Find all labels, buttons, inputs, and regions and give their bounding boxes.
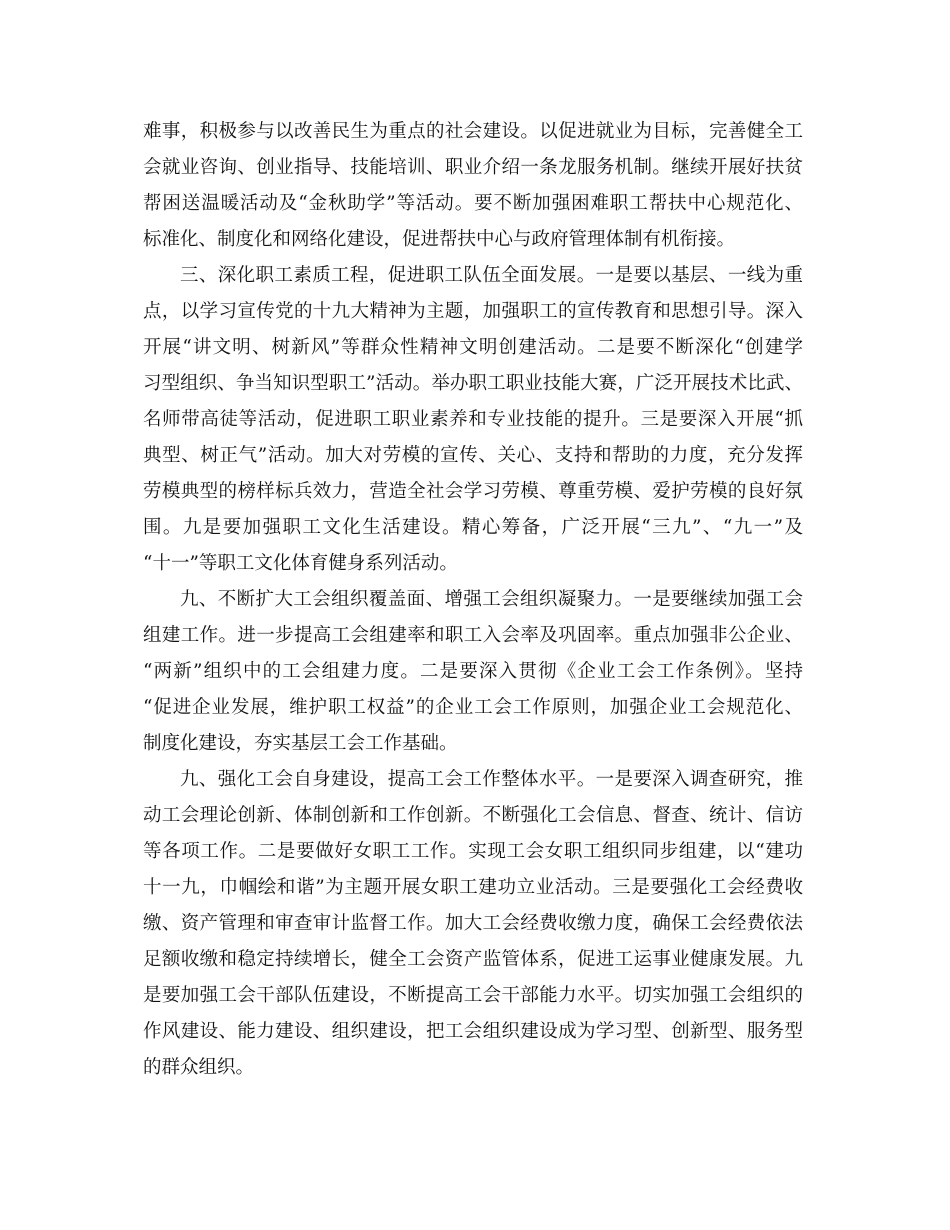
text-line: 九、不断扩大工会组织覆盖面、增强工会组织凝聚力。一是要继续加强工会 — [180, 589, 803, 610]
text-line: 围。九是要加强职工文化生活建设。精心筹备，广泛开展“三九”、“九一”及 — [143, 517, 803, 538]
text-line: 足额收缴和稳定持续增长，健全工会资产监管体系，促进工运事业健康发展。九 — [143, 949, 803, 970]
paragraph — [143, 582, 803, 762]
text-line: 帮困送温暖活动及“金秋助学”等活动。要不断加强困难职工帮扶中心规范化、 — [143, 193, 803, 214]
paragraph — [143, 114, 803, 258]
text-line: “促进企业发展，维护职工权益”的企业工会工作原则，加强企业工会规范化、 — [143, 697, 803, 718]
text-line: 九、强化工会自身建设，提高工会工作整体水平。一是要深入调查研究，推 — [180, 769, 803, 790]
text-line: 动工会理论创新、体制创新和工作创新。不断强化工会信息、督查、统计、信访 — [143, 805, 803, 826]
text-line: 开展“讲文明、树新风”等群众性精神文明创建活动。二是要不断深化“创建学 — [143, 337, 803, 358]
text-line: 劳模典型的榜样标兵效力，营造全社会学习劳模、尊重劳模、爱护劳模的良好氛 — [143, 481, 803, 502]
text-line: 典型、树正气”活动。加大对劳模的宣传、关心、支持和帮助的力度，充分发挥 — [143, 445, 803, 466]
text-line: “两新”组织中的工会组建力度。二是要深入贯彻《企业工会工作条例》。坚持 — [143, 661, 803, 682]
paragraph — [143, 258, 803, 582]
text-line: 三、深化职工素质工程，促进职工队伍全面发展。一是要以基层、一线为重 — [180, 265, 803, 286]
text-line: 的群众组织。 — [143, 1057, 255, 1078]
text-line: 名师带高徒等活动，促进职工职业素养和专业技能的提升。三是要深入开展“抓 — [143, 409, 803, 430]
text-line: “十一”等职工文化体育健身系列活动。 — [143, 553, 458, 574]
text-line: 是要加强工会干部队伍建设，不断提高工会干部能力水平。切实加强工会组织的 — [143, 985, 803, 1006]
text-line: 缴、资产管理和审查审计监督工作。加大工会经费收缴力度，确保工会经费依法 — [143, 913, 803, 934]
text-line: 标准化、制度化和网络化建设，促进帮扶中心与政府管理体制有机衔接。 — [143, 229, 736, 250]
text-line: 点，以学习宣传党的十九大精神为主题，加强职工的宣传教育和思想引导。深入 — [143, 301, 803, 322]
paragraph — [143, 762, 803, 1086]
text-line: 等各项工作。二是要做好女职工工作。实现工会女职工组织同步组建，以“建功 — [143, 841, 803, 862]
text-line: 作风建设、能力建设、组织建设，把工会组织建设成为学习型、创新型、服务型 — [143, 1021, 803, 1042]
text-line: 十一九，巾帼绘和谐”为主题开展女职工建功立业活动。三是要强化工会经费收 — [143, 877, 803, 898]
text-line: 习型组织、争当知识型职工”活动。举办职工职业技能大赛，广泛开展技术比武、 — [143, 373, 803, 394]
text-line: 难事，积极参与以改善民生为重点的社会建设。以促进就业为目标，完善健全工 — [143, 121, 803, 142]
document-body — [143, 114, 803, 1086]
text-line: 制度化建设，夯实基层工会工作基础。 — [143, 733, 458, 754]
text-line: 组建工作。进一步提高工会组建率和职工入会率及巩固率。重点加强非公企业、 — [143, 625, 803, 646]
text-line: 会就业咨询、创业指导、技能培训、职业介绍一条龙服务机制。继续开展好扶贫 — [143, 157, 803, 178]
